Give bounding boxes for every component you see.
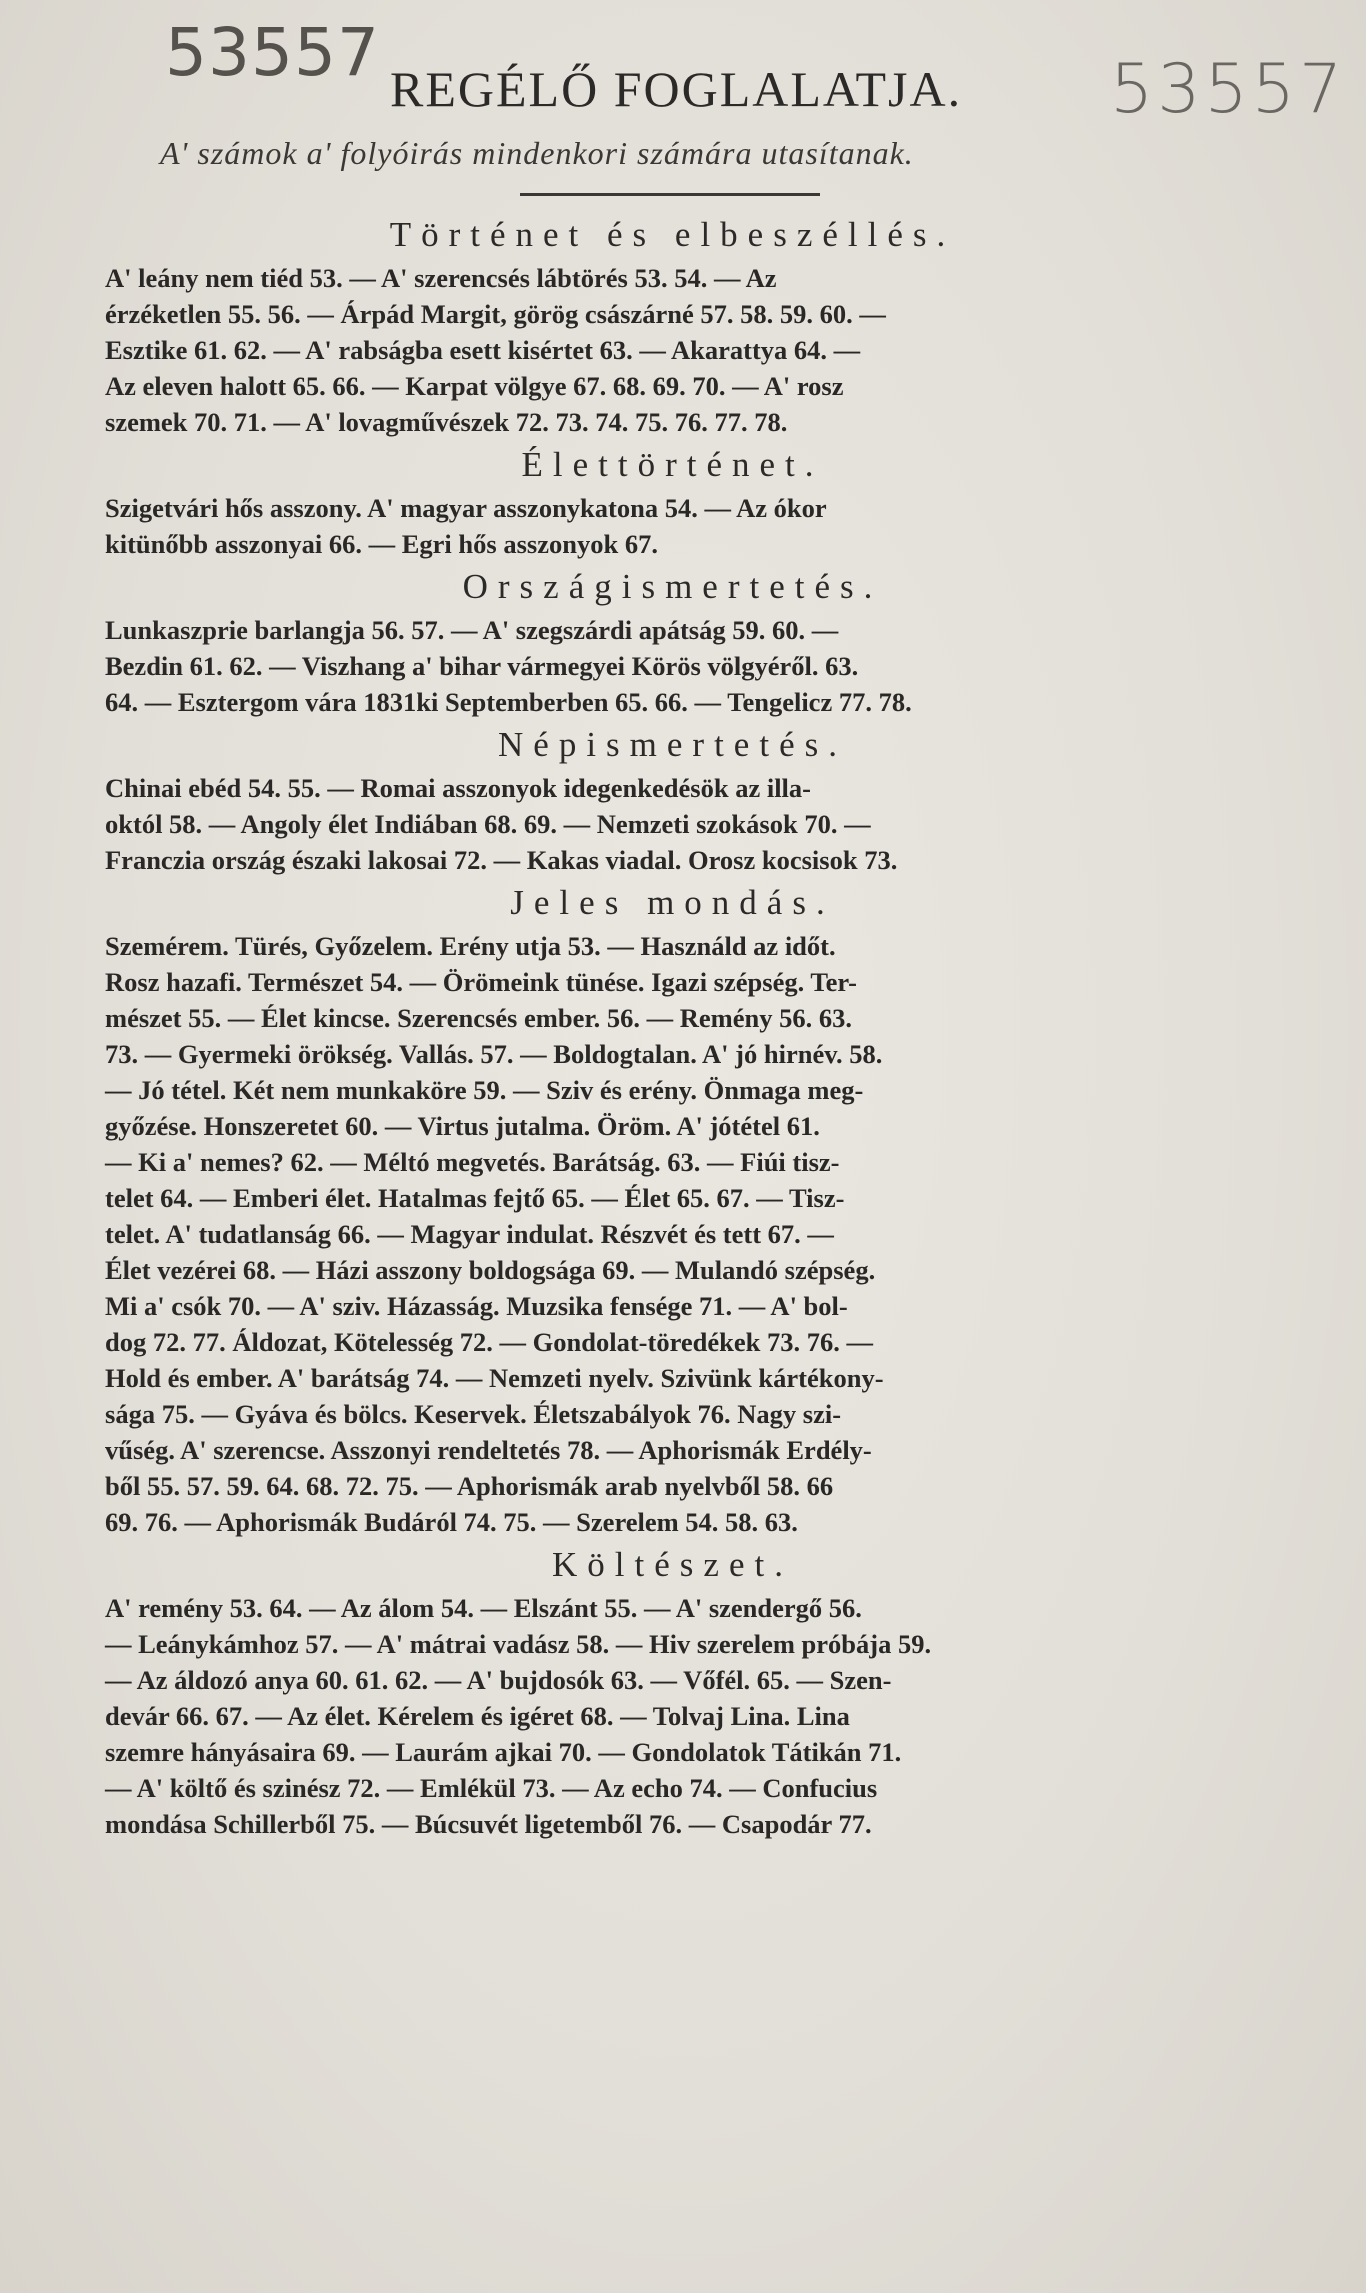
section-body: [105, 612, 1240, 720]
entry-line: Szigetvári hős asszony. A' magyar asszonykatona 54. — Az ókor: [105, 493, 827, 523]
entry-line: — Leánykámhoz 57. — A' mátrai vadász 58. — Hiv szerelem próbája 59.: [105, 1629, 932, 1659]
section-heading: Országismertetés.: [462, 567, 883, 606]
section: [105, 440, 1240, 562]
section-heading: Jeles mondás.: [510, 883, 835, 922]
entry-line: kitünőbb asszonyai 66. — Egri hős asszonyok 67.: [105, 529, 658, 559]
catalog-stamp-handwritten: 53557: [1110, 50, 1347, 129]
section-body: [105, 490, 1240, 562]
section-heading: Népismertetés.: [498, 725, 847, 764]
entry-line: dog 72. 77. Áldozat, Kötelesség 72. — Gondolat-töredékek 73. 76. —: [105, 1327, 873, 1357]
section: [105, 1540, 1240, 1842]
entry-line: — Az áldozó anya 60. 61. 62. — A' bujdosók 63. — Vőfél. 65. — Szen-: [105, 1665, 892, 1695]
section-body: [105, 770, 1240, 878]
entry-line: 64. — Esztergom vára 1831ki Septemberben 65. 66. — Tengelicz 77. 78.: [105, 687, 912, 717]
page-subtitle: A' számok a' folyóirás mindenkori számára utasítanak.: [160, 135, 914, 171]
entry-line: 73. — Gyermeki örökség. Vallás. 57. — Boldogtalan. A' jó hirnév. 58.: [105, 1039, 883, 1069]
table-of-contents: [105, 210, 1240, 1842]
section-body: [105, 1590, 1240, 1842]
entry-line: Chinai ebéd 54. 55. — Romai asszonyok idegenkedésök az illa-: [105, 773, 811, 803]
page-title: REGÉLŐ FOGLALATJA.: [390, 61, 963, 117]
entry-line: érzéketlen 55. 56. — Árpád Margit, görög császárné 57. 58. 59. 60. —: [105, 299, 886, 329]
entry-line: vűség. A' szerencse. Asszonyi rendeltetés 78. — Aphorismák Erdély-: [105, 1435, 872, 1465]
section-heading: Történet és elbeszéllés.: [389, 215, 956, 254]
catalog-stamp-left: 53557: [165, 14, 380, 91]
section-body: [105, 260, 1240, 440]
entry-line: mondása Schillerből 75. — Búcsuvét ligetemből 76. — Csapodár 77.: [105, 1809, 872, 1839]
entry-line: Hold és ember. A' barátság 74. — Nemzeti nyelv. Szivünk kártékony-: [105, 1363, 884, 1393]
section-heading: Élettörténet.: [521, 445, 824, 484]
entry-line: Franczia ország északi lakosai 72. — Kakas viadal. Orosz kocsisok 73.: [105, 845, 898, 875]
entry-line: telet. A' tudatlanság 66. — Magyar indulat. Részvét és tett 67. —: [105, 1219, 834, 1249]
entry-line: A' remény 53. 64. — Az álom 54. — Elszánt 55. — A' szendergő 56.: [105, 1593, 862, 1623]
entry-line: — Ki a' nemes? 62. — Méltó megvetés. Barátság. 63. — Fiúi tisz-: [105, 1147, 840, 1177]
entry-line: Esztike 61. 62. — A' rabságba esett kisértet 63. — Akarattya 64. —: [105, 335, 861, 365]
entry-line: mészet 55. — Élet kincse. Szerencsés ember. 56. — Remény 56. 63.: [105, 1003, 853, 1033]
entry-line: Mi a' csók 70. — A' sziv. Házasság. Muzsika fensége 71. — A' bol-: [105, 1291, 848, 1321]
entry-line: győzése. Honszeretet 60. — Virtus jutalma. Öröm. A' jótétel 61.: [105, 1111, 820, 1141]
section: [105, 720, 1240, 878]
entry-line: Lunkaszprie barlangja 56. 57. — A' szegszárdi apátság 59. 60. —: [105, 615, 839, 645]
entry-line: októl 58. — Angoly élet Indiában 68. 69. — Nemzeti szokások 70. —: [105, 809, 871, 839]
title-divider: [520, 193, 820, 196]
section-body: [105, 928, 1240, 1540]
section-heading: Költészet.: [552, 1545, 793, 1584]
entry-line: — Jó tétel. Két nem munkaköre 59. — Sziv és erény. Önmaga meg-: [105, 1075, 864, 1105]
entry-line: A' leány nem tiéd 53. — A' szerencsés lábtörés 53. 54. — Az: [105, 263, 777, 293]
entry-line: — A' költő és szinész 72. — Emlékül 73. — Az echo 74. — Confucius: [105, 1773, 878, 1803]
section: [105, 562, 1240, 720]
entry-line: szemre hányásaira 69. — Laurám ajkai 70. — Gondolatok Tátikán 71.: [105, 1737, 902, 1767]
entry-line: szemek 70. 71. — A' lovagművészek 72. 73. 74. 75. 76. 77. 78.: [105, 407, 788, 437]
entry-line: ből 55. 57. 59. 64. 68. 72. 75. — Aphorismák arab nyelvből 58. 66: [105, 1471, 834, 1501]
entry-line: Szemérem. Türés, Győzelem. Erény utja 53. — Használd az időt.: [105, 931, 836, 961]
section: [105, 210, 1240, 440]
section: [105, 878, 1240, 1540]
entry-line: telet 64. — Emberi élet. Hatalmas fejtő 65. — Élet 65. 67. — Tisz-: [105, 1183, 845, 1213]
entry-line: devár 66. 67. — Az élet. Kérelem és igéret 68. — Tolvaj Lina. Lina: [105, 1701, 850, 1731]
entry-line: Élet vezérei 68. — Házi asszony boldogsága 69. — Mulandó szépség.: [105, 1255, 876, 1285]
entry-line: Rosz hazafi. Természet 54. — Örömeink tünése. Igazi szépség. Ter-: [105, 967, 857, 997]
entry-line: Bezdin 61. 62. — Viszhang a' bihar vármegyei Körös völgyéről. 63.: [105, 651, 859, 681]
entry-line: Az eleven halott 65. 66. — Karpat völgye 67. 68. 69. 70. — A' rosz: [105, 371, 844, 401]
entry-line: 69. 76. — Aphorismák Budáról 74. 75. — Szerelem 54. 58. 63.: [105, 1507, 798, 1537]
entry-line: sága 75. — Gyáva és bölcs. Keservek. Életszabályok 76. Nagy szi-: [105, 1399, 842, 1429]
